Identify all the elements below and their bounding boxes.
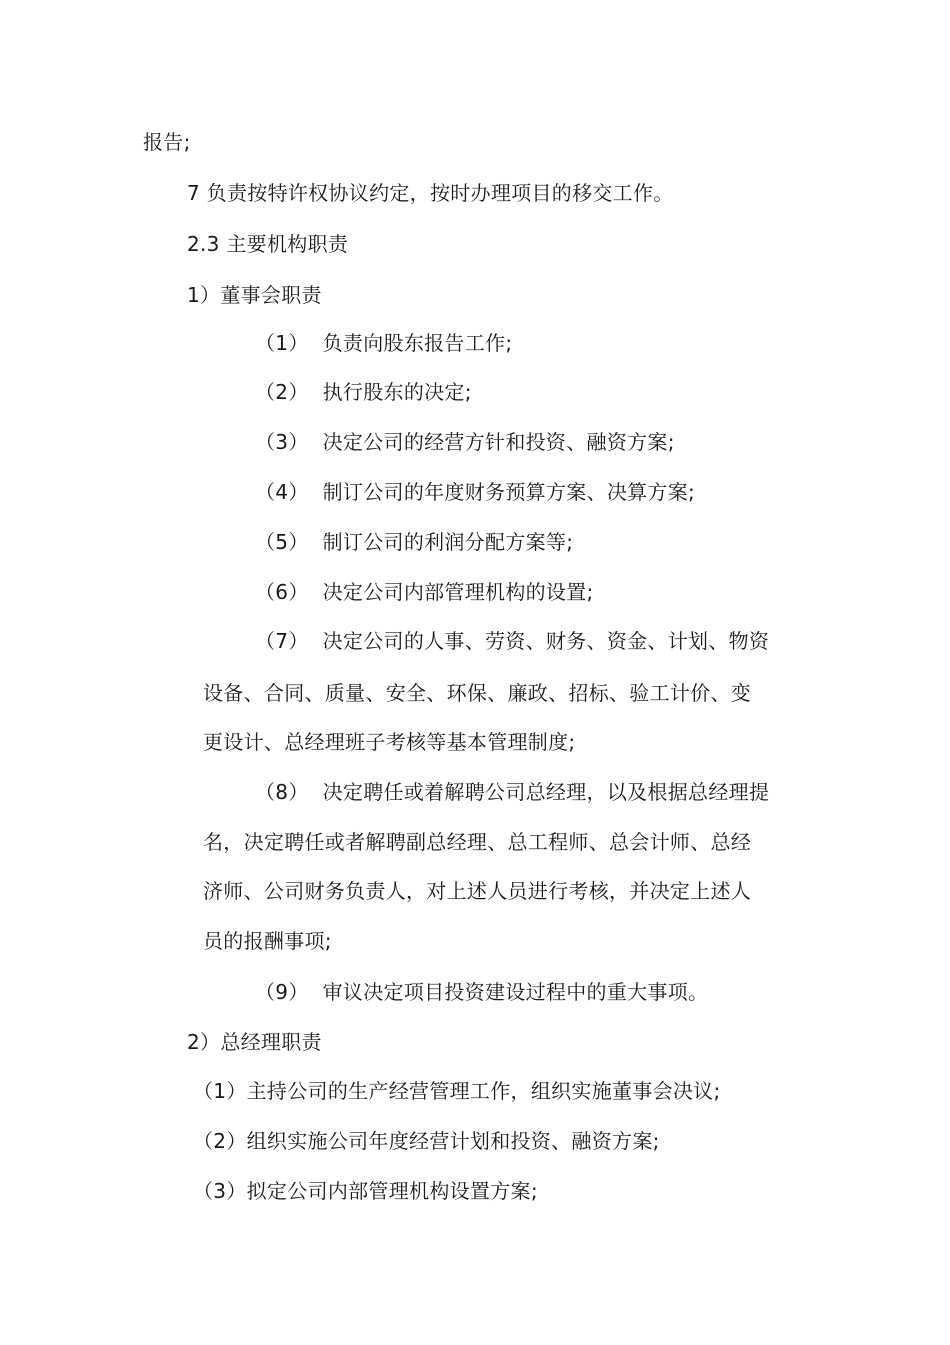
list-item-text: 组织实施公司年度经营计划和投资、融资方案; xyxy=(246,1129,660,1153)
list-item-continuation: 名，决定聘任或者解聘副总经理、总工程师、总会计师、总经 xyxy=(203,830,752,854)
item-7: 7 负责按特许权协议约定，按时办理项目的移交工作。 xyxy=(187,181,674,205)
list-item-number: （9） xyxy=(255,980,309,1004)
list-item-text: 制订公司的年度财务预算方案、决算方案; xyxy=(322,480,696,504)
list-item-continuation: 员的报酬事项; xyxy=(203,929,332,953)
list-item-text: 执行股东的决定; xyxy=(322,380,472,404)
list-item-text: 决定公司的人事、劳资、财务、资金、计划、物资 xyxy=(322,629,770,653)
list-item-number: （3） xyxy=(255,430,309,454)
list-item-text: 负责向股东报告工作; xyxy=(322,331,513,355)
list-item xyxy=(255,579,594,605)
list-item-number: （1） xyxy=(193,1079,247,1103)
list-item-number: （8） xyxy=(255,780,309,804)
list-item-text: 审议决定项目投资建设过程中的重大事项。 xyxy=(322,980,709,1004)
list-item xyxy=(193,1078,721,1104)
list-item-number: （2） xyxy=(255,380,309,404)
list-item-text: 拟定公司内部管理机构设置方案; xyxy=(246,1179,538,1203)
list-item-number: （6） xyxy=(255,580,309,604)
list-item-continuation: 设备、合同、质量、安全、环保、廉政、招标、验工计价、变 xyxy=(203,681,752,705)
list-item xyxy=(255,779,769,805)
list-item xyxy=(255,479,695,505)
gm-duties-heading: 2）总经理职责 xyxy=(187,1030,322,1054)
list-item-number: （4） xyxy=(255,480,309,504)
list-item-number: （2） xyxy=(193,1129,247,1153)
list-item xyxy=(193,1128,660,1154)
list-item-text: 决定聘任或着解聘公司总经理，以及根据总经理提 xyxy=(322,780,770,804)
list-item xyxy=(255,330,512,356)
list-item xyxy=(255,529,573,555)
list-item xyxy=(255,429,675,455)
list-item-text: 制订公司的利润分配方案等; xyxy=(322,530,574,554)
list-item-number: （7） xyxy=(255,629,309,653)
list-item-text: 决定公司内部管理机构的设置; xyxy=(322,580,594,604)
list-item xyxy=(255,628,769,654)
list-item-text: 主持公司的生产经营管理工作，组织实施董事会决议; xyxy=(246,1079,721,1103)
list-item-number: （1） xyxy=(255,331,309,355)
section-heading: 2.3 主要机构职责 xyxy=(187,232,349,256)
list-item-continuation: 更设计、总经理班子考核等基本管理制度; xyxy=(203,730,576,754)
list-item-continuation: 济师、公司财务负责人，对上述人员进行考核，并决定上述人 xyxy=(203,879,752,903)
board-duties-heading: 1）董事会职责 xyxy=(187,283,322,307)
list-item-number: （3） xyxy=(193,1179,247,1203)
list-item-number: （5） xyxy=(255,530,309,554)
list-item xyxy=(255,979,708,1005)
list-item xyxy=(193,1178,538,1204)
paragraph-continuation: 报告; xyxy=(143,130,191,154)
list-item-text: 决定公司的经营方针和投资、融资方案; xyxy=(322,430,675,454)
list-item xyxy=(255,379,472,405)
